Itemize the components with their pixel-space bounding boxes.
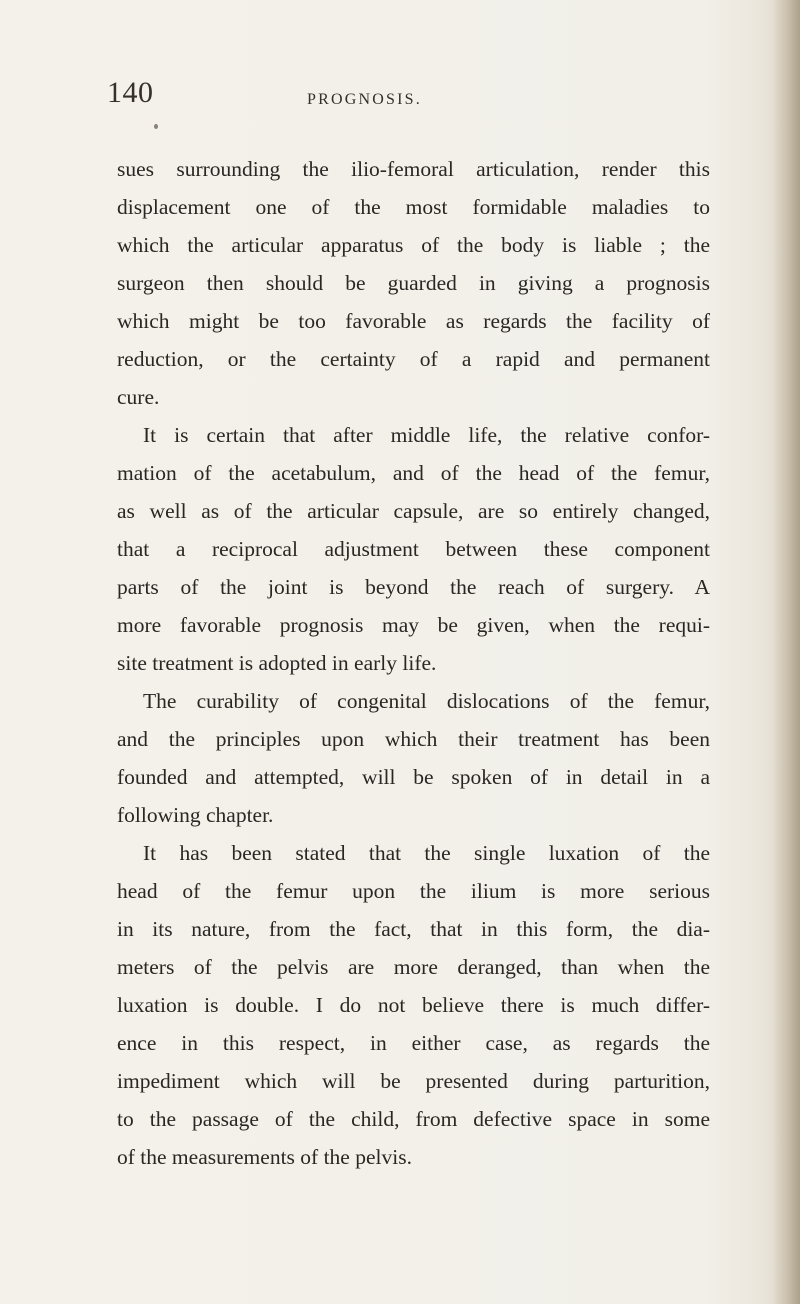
paragraph (117, 150, 710, 416)
ink-speck (154, 124, 158, 129)
text-line: cure. (117, 385, 160, 409)
paragraph (117, 416, 710, 682)
text-line: which might be too favorable as regards the facility of (117, 309, 710, 333)
text-line: following chapter. (117, 803, 274, 827)
text-line: surgeon then should be guarded in giving a prognosis (117, 271, 710, 295)
text-line: parts of the joint is beyond the reach of surgery. A (117, 575, 710, 599)
page-edge-shadow (772, 0, 800, 1304)
text-line: reduction, or the certainty of a rapid and permanent (117, 347, 710, 371)
text-line: as well as of the articular capsule, are so entirely changed, (117, 499, 710, 523)
text-line: It is certain that after middle life, the relative confor- (143, 423, 710, 447)
paragraph (117, 682, 710, 834)
text-line: It has been stated that the single luxation of the (143, 841, 710, 865)
text-line: ence in this respect, in either case, as regards the (117, 1031, 710, 1055)
page-number: 140 (107, 76, 154, 109)
running-head: PROGNOSIS. (307, 91, 422, 108)
text-line: founded and attempted, will be spoken of in detail in a (117, 765, 710, 789)
text-line: displacement one of the most formidable maladies to (117, 195, 710, 219)
text-line: more favorable prognosis may be given, when the requi- (117, 613, 710, 637)
text-line: in its nature, from the fact, that in this form, the dia- (117, 917, 710, 941)
text-line: to the passage of the child, from defective space in some (117, 1107, 710, 1131)
text-line: impediment which will be presented during parturition, (117, 1069, 710, 1093)
text-line: of the measurements of the pelvis. (117, 1145, 412, 1169)
text-line: which the articular apparatus of the body is liable ; the (117, 233, 710, 257)
text-line: that a reciprocal adjustment between these component (117, 537, 710, 561)
text-line: luxation is double. I do not believe there is much differ- (117, 993, 710, 1017)
paragraph (117, 834, 710, 1176)
text-line: meters of the pelvis are more deranged, than when the (117, 955, 710, 979)
text-line: site treatment is adopted in early life. (117, 651, 437, 675)
text-line: The curability of congenital dislocations of the femur, (143, 689, 710, 713)
body-text (117, 150, 710, 1176)
text-line: head of the femur upon the ilium is more serious (117, 879, 710, 903)
text-line: sues surrounding the ilio-femoral articulation, render this (117, 157, 710, 181)
text-line: mation of the acetabulum, and of the head of the femur, (117, 461, 710, 485)
text-line: and the principles upon which their treatment has been (117, 727, 710, 751)
